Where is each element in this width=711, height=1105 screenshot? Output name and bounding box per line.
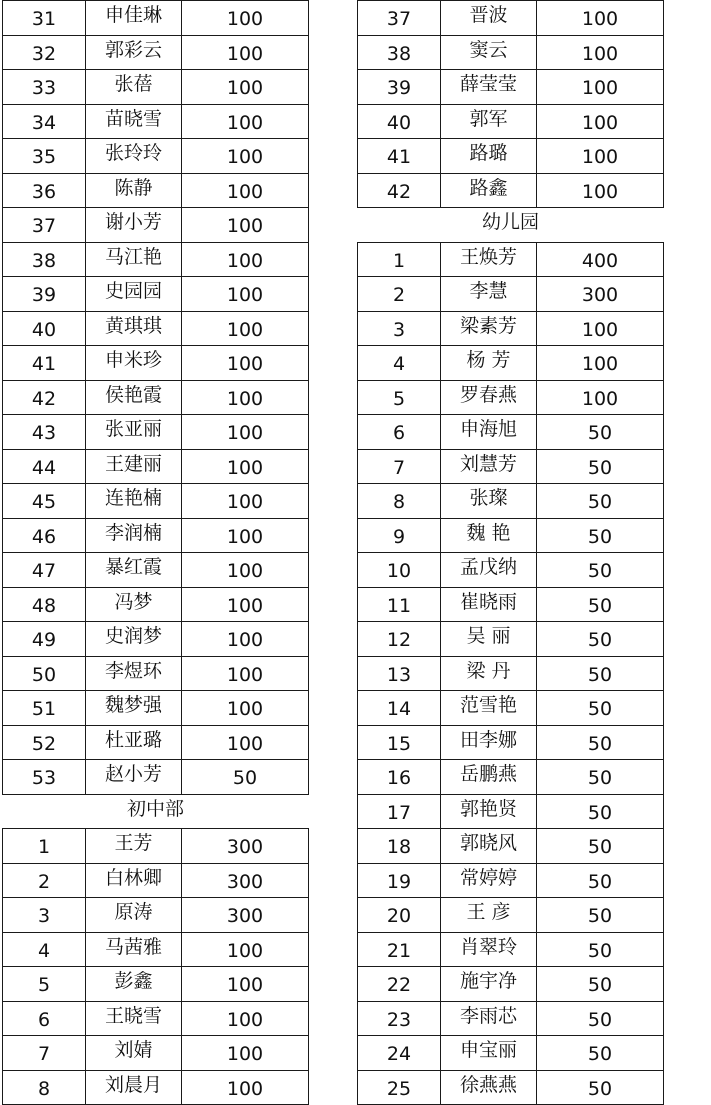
table-row: [358, 1001, 664, 1036]
person-name: 白林卿: [86, 863, 182, 898]
table-row: [358, 311, 664, 346]
table-row: [3, 863, 309, 898]
table-row: [3, 553, 309, 588]
table-row: [3, 70, 309, 105]
table-row: [3, 1, 309, 36]
person-name: 杜亚璐: [86, 725, 182, 760]
table-row: [358, 1036, 664, 1071]
table-row: [358, 794, 664, 829]
row-number: 41: [3, 346, 86, 381]
person-name: 李雨芯: [441, 1001, 537, 1036]
table-row: [358, 139, 664, 174]
person-name: 申米珍: [86, 346, 182, 381]
person-name: 张蓓: [86, 70, 182, 105]
donation-amount: 100: [182, 104, 309, 139]
row-number: 49: [3, 622, 86, 657]
row-number: 34: [3, 104, 86, 139]
donation-amount: 50: [537, 415, 664, 450]
person-name: 晋波: [441, 1, 537, 36]
table-row: [358, 449, 664, 484]
person-name: 王 彦: [441, 898, 537, 933]
person-name: 郭晓风: [441, 829, 537, 864]
donation-amount: 100: [182, 380, 309, 415]
person-name: 范雪艳: [441, 691, 537, 726]
row-number: 8: [3, 1070, 86, 1105]
donation-amount: 50: [537, 691, 664, 726]
row-number: 1: [3, 829, 86, 864]
table-row: [3, 277, 309, 312]
person-name: 魏 艳: [441, 518, 537, 553]
section-header-row: [3, 794, 309, 829]
row-number: 32: [3, 35, 86, 70]
table-row: [358, 518, 664, 553]
table-row: [3, 725, 309, 760]
table-row: [358, 277, 664, 312]
row-number: 6: [3, 1001, 86, 1036]
row-number: 16: [358, 760, 441, 795]
row-number: 7: [3, 1036, 86, 1071]
table-row: [3, 1036, 309, 1071]
person-name: 史园园: [86, 277, 182, 312]
row-number: 2: [358, 277, 441, 312]
donation-amount: 100: [182, 1070, 309, 1105]
table-row: [3, 760, 309, 795]
row-number: 35: [3, 139, 86, 174]
donation-amount: 100: [182, 449, 309, 484]
row-number: 5: [358, 380, 441, 415]
row-number: 42: [3, 380, 86, 415]
row-number: 20: [358, 898, 441, 933]
row-number: 11: [358, 587, 441, 622]
table-row: [3, 1001, 309, 1036]
person-name: 窦云: [441, 35, 537, 70]
row-number: 7: [358, 449, 441, 484]
row-number: 25: [358, 1070, 441, 1105]
table-row: [3, 311, 309, 346]
row-number: 3: [358, 311, 441, 346]
donation-amount: 100: [537, 173, 664, 208]
donation-amount: 100: [537, 1, 664, 36]
table-row: [358, 104, 664, 139]
donation-amount: 100: [182, 311, 309, 346]
right-table-body: [358, 1, 664, 1105]
row-number: 10: [358, 553, 441, 588]
table-row: [3, 829, 309, 864]
table-row: [3, 242, 309, 277]
row-number: 50: [3, 656, 86, 691]
donation-amount: 100: [182, 622, 309, 657]
donation-amount: 50: [537, 449, 664, 484]
table-row: [358, 173, 664, 208]
row-number: 45: [3, 484, 86, 519]
table-row: [3, 415, 309, 450]
donation-amount: 300: [182, 829, 309, 864]
table-row: [3, 967, 309, 1002]
person-name: 常婷婷: [441, 863, 537, 898]
table-row: [3, 932, 309, 967]
row-number: 2: [3, 863, 86, 898]
row-number: 31: [3, 1, 86, 36]
donation-amount: 100: [182, 967, 309, 1002]
table-row: [358, 829, 664, 864]
person-name: 肖翠玲: [441, 932, 537, 967]
person-name: 吴 丽: [441, 622, 537, 657]
person-name: 王建丽: [86, 449, 182, 484]
donation-amount: 50: [537, 794, 664, 829]
person-name: 史润梦: [86, 622, 182, 657]
table-row: [358, 622, 664, 657]
donation-amount: 100: [182, 656, 309, 691]
row-number: 39: [3, 277, 86, 312]
donation-amount: 300: [182, 863, 309, 898]
row-number: 52: [3, 725, 86, 760]
donation-amount: 50: [537, 760, 664, 795]
table-row: [3, 35, 309, 70]
row-number: 13: [358, 656, 441, 691]
donation-amount: 100: [182, 518, 309, 553]
table-row: [3, 656, 309, 691]
table-row: [3, 518, 309, 553]
person-name: 暴红霞: [86, 553, 182, 588]
donation-amount: 100: [182, 139, 309, 174]
table-row: [358, 967, 664, 1002]
donation-amount: 50: [537, 967, 664, 1002]
table-row: [358, 380, 664, 415]
donation-amount: 100: [182, 1036, 309, 1071]
donation-amount: 100: [537, 311, 664, 346]
person-name: 申宝丽: [441, 1036, 537, 1071]
row-number: 40: [3, 311, 86, 346]
table-row: [3, 449, 309, 484]
person-name: 郭军: [441, 104, 537, 139]
donation-amount: 100: [182, 691, 309, 726]
row-number: 14: [358, 691, 441, 726]
row-number: 40: [358, 104, 441, 139]
person-name: 李煜环: [86, 656, 182, 691]
donation-amount: 50: [537, 725, 664, 760]
person-name: 路鑫: [441, 173, 537, 208]
table-row: [358, 484, 664, 519]
section-header-row: [358, 208, 664, 243]
row-number: 12: [358, 622, 441, 657]
person-name: 张璨: [441, 484, 537, 519]
donation-amount: 50: [537, 829, 664, 864]
row-number: 22: [358, 967, 441, 1002]
donation-amount: 100: [182, 277, 309, 312]
donation-amount: 100: [182, 484, 309, 519]
donation-amount: 100: [182, 208, 309, 243]
row-number: 39: [358, 70, 441, 105]
donation-amount: 100: [182, 1001, 309, 1036]
table-row: [3, 1070, 309, 1105]
donation-amount: 300: [537, 277, 664, 312]
row-number: 44: [3, 449, 86, 484]
table-row: [358, 863, 664, 898]
donation-amount: 50: [537, 484, 664, 519]
donation-amount: 100: [182, 932, 309, 967]
table-row: [3, 622, 309, 657]
person-name: 连艳楠: [86, 484, 182, 519]
donation-amount: 50: [537, 587, 664, 622]
table-row: [358, 725, 664, 760]
person-name: 王晓雪: [86, 1001, 182, 1036]
table-row: [358, 932, 664, 967]
row-number: 37: [3, 208, 86, 243]
donation-amount: 50: [182, 760, 309, 795]
donation-amount: 100: [182, 553, 309, 588]
table-row: [358, 760, 664, 795]
table-row: [3, 380, 309, 415]
row-number: 9: [358, 518, 441, 553]
table-row: [3, 104, 309, 139]
table-row: [358, 656, 664, 691]
person-name: 苗晓雪: [86, 104, 182, 139]
donation-amount: 50: [537, 898, 664, 933]
row-number: 36: [3, 173, 86, 208]
left-table-body: [3, 1, 309, 1105]
person-name: 彭鑫: [86, 967, 182, 1002]
donation-amount: 100: [182, 346, 309, 381]
donation-amount: 100: [182, 415, 309, 450]
table-row: [3, 898, 309, 933]
row-number: 46: [3, 518, 86, 553]
row-number: 24: [358, 1036, 441, 1071]
table-row: [3, 139, 309, 174]
donation-amount: 50: [537, 553, 664, 588]
person-name: 施宇净: [441, 967, 537, 1002]
person-name: 杨 芳: [441, 346, 537, 381]
row-number: 21: [358, 932, 441, 967]
person-name: 黄琪琪: [86, 311, 182, 346]
donation-amount: 400: [537, 242, 664, 277]
table-row: [3, 173, 309, 208]
person-name: 陈静: [86, 173, 182, 208]
person-name: 郭艳贤: [441, 794, 537, 829]
person-name: 王芳: [86, 829, 182, 864]
table-row: [358, 242, 664, 277]
row-number: 19: [358, 863, 441, 898]
row-number: 47: [3, 553, 86, 588]
person-name: 张玲玲: [86, 139, 182, 174]
person-name: 马茜雅: [86, 932, 182, 967]
person-name: 崔晓雨: [441, 587, 537, 622]
donation-amount: 100: [537, 70, 664, 105]
row-number: 17: [358, 794, 441, 829]
person-name: 申佳琳: [86, 1, 182, 36]
row-number: 6: [358, 415, 441, 450]
row-number: 5: [3, 967, 86, 1002]
row-number: 48: [3, 587, 86, 622]
donation-amount: 100: [182, 35, 309, 70]
person-name: 申海旭: [441, 415, 537, 450]
row-number: 43: [3, 415, 86, 450]
table-row: [358, 553, 664, 588]
person-name: 刘慧芳: [441, 449, 537, 484]
table-row: [358, 70, 664, 105]
table-row: [3, 484, 309, 519]
row-number: 4: [358, 346, 441, 381]
donation-amount: 100: [182, 1, 309, 36]
row-number: 33: [3, 70, 86, 105]
table-row: [3, 208, 309, 243]
table-row: [358, 691, 664, 726]
person-name: 路璐: [441, 139, 537, 174]
table-row: [358, 587, 664, 622]
donation-amount: 100: [182, 725, 309, 760]
person-name: 梁 丹: [441, 656, 537, 691]
row-number: 3: [3, 898, 86, 933]
row-number: 18: [358, 829, 441, 864]
donation-amount: 100: [537, 35, 664, 70]
person-name: 原涛: [86, 898, 182, 933]
person-name: 薛莹莹: [441, 70, 537, 105]
row-number: 8: [358, 484, 441, 519]
row-number: 38: [358, 35, 441, 70]
table-row: [358, 346, 664, 381]
row-number: 53: [3, 760, 86, 795]
row-number: 15: [358, 725, 441, 760]
row-number: 4: [3, 932, 86, 967]
person-name: 冯梦: [86, 587, 182, 622]
person-name: 李润楠: [86, 518, 182, 553]
donation-amount: 100: [537, 104, 664, 139]
person-name: 郭彩云: [86, 35, 182, 70]
donation-amount: 100: [182, 70, 309, 105]
row-number: 41: [358, 139, 441, 174]
donation-amount: 50: [537, 656, 664, 691]
person-name: 田李娜: [441, 725, 537, 760]
person-name: 谢小芳: [86, 208, 182, 243]
row-number: 37: [358, 1, 441, 36]
donation-amount: 100: [182, 242, 309, 277]
table-row: [358, 1, 664, 36]
person-name: 梁素芳: [441, 311, 537, 346]
right-donation-table: [357, 0, 664, 1105]
row-number: 23: [358, 1001, 441, 1036]
donation-amount: 50: [537, 932, 664, 967]
left-donation-table: [2, 0, 309, 1105]
person-name: 马江艳: [86, 242, 182, 277]
section-title: 幼儿园: [358, 208, 664, 243]
donation-amount: 100: [182, 173, 309, 208]
row-number: 42: [358, 173, 441, 208]
table-row: [358, 415, 664, 450]
person-name: 刘晨月: [86, 1070, 182, 1105]
row-number: 1: [358, 242, 441, 277]
person-name: 罗春燕: [441, 380, 537, 415]
person-name: 刘婧: [86, 1036, 182, 1071]
person-name: 张亚丽: [86, 415, 182, 450]
donation-amount: 50: [537, 622, 664, 657]
person-name: 侯艳霞: [86, 380, 182, 415]
person-name: 岳鹏燕: [441, 760, 537, 795]
table-row: [358, 898, 664, 933]
person-name: 孟戊纳: [441, 553, 537, 588]
donation-amount: 50: [537, 1070, 664, 1105]
donation-amount: 100: [537, 380, 664, 415]
table-row: [3, 587, 309, 622]
donation-amount: 100: [537, 346, 664, 381]
table-row: [3, 346, 309, 381]
donation-amount: 50: [537, 518, 664, 553]
person-name: 徐燕燕: [441, 1070, 537, 1105]
row-number: 38: [3, 242, 86, 277]
donation-amount: 50: [537, 1036, 664, 1071]
table-row: [358, 35, 664, 70]
donation-amount: 100: [182, 587, 309, 622]
person-name: 李慧: [441, 277, 537, 312]
table-row: [358, 1070, 664, 1105]
donation-amount: 300: [182, 898, 309, 933]
person-name: 赵小芳: [86, 760, 182, 795]
donation-amount: 100: [537, 139, 664, 174]
donation-amount: 50: [537, 1001, 664, 1036]
row-number: 51: [3, 691, 86, 726]
section-title: 初中部: [3, 794, 309, 829]
donation-amount: 50: [537, 863, 664, 898]
table-row: [3, 691, 309, 726]
person-name: 魏梦强: [86, 691, 182, 726]
person-name: 王焕芳: [441, 242, 537, 277]
